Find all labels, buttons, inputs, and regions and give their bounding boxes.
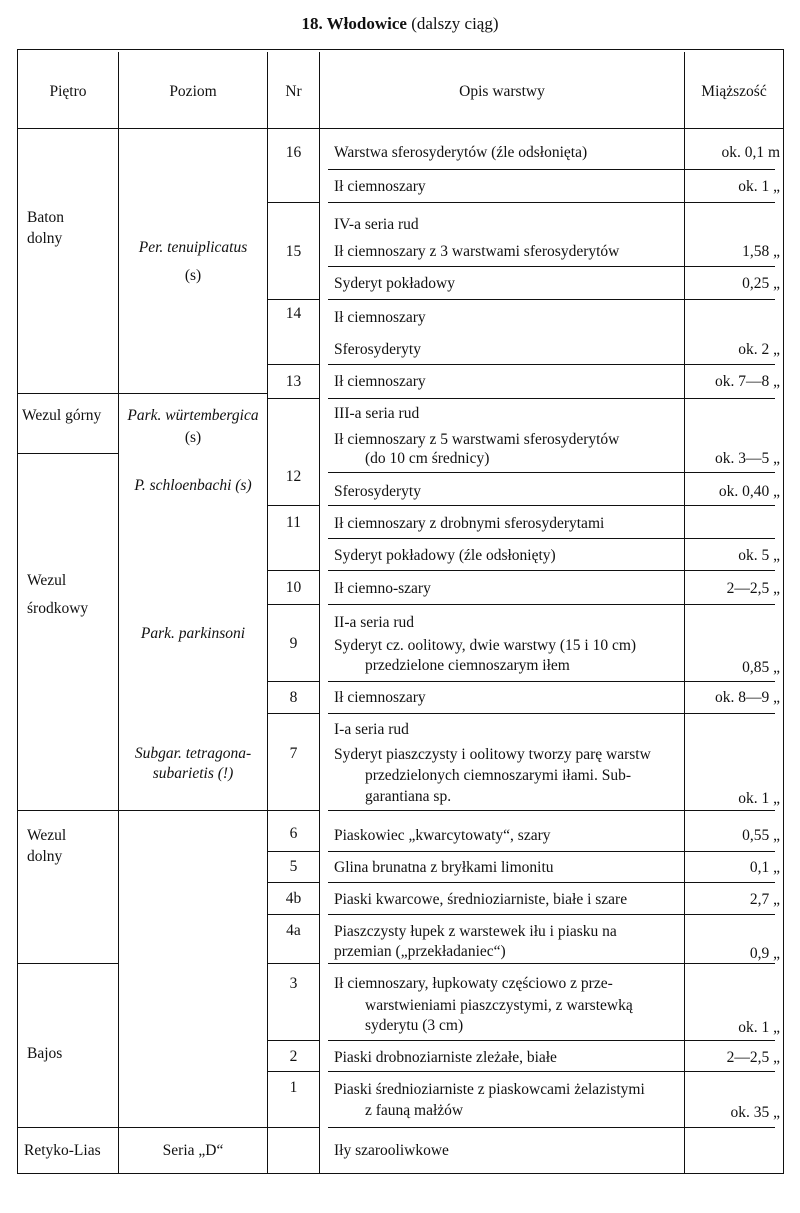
stage-label: dolny xyxy=(27,230,63,247)
nr-divider xyxy=(267,299,319,300)
row-divider xyxy=(328,169,775,170)
title-main: 18. Włodowice xyxy=(301,14,407,33)
layer-description: Glina brunatna z bryłkami limonitu xyxy=(334,859,554,876)
nr-divider xyxy=(267,1127,319,1128)
layer-description: z fauną małżów xyxy=(365,1102,464,1119)
stage-divider xyxy=(17,963,118,964)
layer-description: Piaski średnioziarniste z piaskowcami żelazistymi xyxy=(334,1081,645,1098)
layer-description: garantiana sp. xyxy=(365,788,452,805)
row-divider xyxy=(328,1127,775,1128)
nr-divider xyxy=(267,398,319,399)
layer-thickness: 2—2,5 „ xyxy=(726,580,780,597)
table-border-right xyxy=(783,49,784,1174)
nr-divider xyxy=(267,882,319,883)
layer-thickness: 0,9 „ xyxy=(749,945,780,962)
nr-divider xyxy=(267,713,319,714)
layer-number: 3 xyxy=(289,975,298,992)
layer-thickness: ok. 35 „ xyxy=(730,1104,780,1121)
layer-number: 11 xyxy=(286,514,301,531)
stage-label: Wezul xyxy=(27,827,67,844)
stage-label: Wezul xyxy=(27,572,67,589)
zone-divider xyxy=(118,1127,267,1128)
row-divider xyxy=(328,963,775,964)
title-suffix: (dalszy ciąg) xyxy=(411,14,499,33)
row-divider xyxy=(328,713,775,714)
layer-description: (do 10 cm średnicy) xyxy=(365,450,490,467)
layer-number: 7 xyxy=(289,745,298,762)
layer-description: Piaski kwarcowe, średnioziarniste, białe i szare xyxy=(334,891,628,908)
stage-label: Baton xyxy=(27,209,65,226)
layer-description: Ił ciemnoszary z drobnymi sferosyderytami xyxy=(334,515,605,532)
layer-description: Piaszczysty łupek z warstewek iłu i piasku na xyxy=(334,923,617,940)
zone-label: Park. parkinsoni xyxy=(140,625,246,642)
zone-label: (s) xyxy=(184,429,202,446)
layer-number: 12 xyxy=(285,468,302,485)
layer-thickness: 0,55 „ xyxy=(742,827,780,844)
col-divider-zone xyxy=(267,52,268,1173)
row-divider xyxy=(328,570,775,571)
layer-description: Warstwa sferosyderytów (źle odsłonięta) xyxy=(334,144,588,161)
layer-description: Syderyt pokładowy xyxy=(334,275,455,292)
layer-description: warstwieniami piaszczystymi, z warstewką xyxy=(365,997,633,1014)
layer-description: Sferosyderyty xyxy=(334,341,421,358)
row-divider xyxy=(328,1071,775,1072)
zone-label: P. schloenbachi (s) xyxy=(134,477,252,494)
layer-description: Syderyt piaszczysty i oolitowy tworzy parę warstw xyxy=(334,746,651,763)
row-divider xyxy=(328,914,775,915)
col-divider-stage xyxy=(118,52,119,1173)
stage-label: dolny xyxy=(27,848,63,865)
layer-number: 4b xyxy=(285,890,302,907)
layer-number: 1 xyxy=(289,1079,298,1096)
stage-divider xyxy=(17,393,118,394)
layer-thickness: ok. 7—8 „ xyxy=(714,373,780,390)
layer-description: Syderyt cz. oolitowy, dwie warstwy (15 i 10 cm) xyxy=(334,637,637,654)
layer-thickness: 0,85 „ xyxy=(742,659,780,676)
layer-description: Ił ciemnoszary z 3 warstwami sferosyderytów xyxy=(334,243,620,260)
stage-label: Wezul górny xyxy=(22,407,102,424)
row-divider xyxy=(328,851,775,852)
layer-description: II-a seria rud xyxy=(334,614,415,631)
layer-number: 13 xyxy=(285,373,302,390)
nr-divider xyxy=(267,914,319,915)
layer-thickness: ok. 1 „ xyxy=(738,1019,780,1036)
layer-number: 9 xyxy=(289,635,298,652)
layer-description: Piaski drobnoziarniste zleżałe, białe xyxy=(334,1049,557,1066)
layer-description: przedzielone ciemnoszarym iłem xyxy=(365,657,570,674)
row-divider xyxy=(328,1040,775,1041)
nr-divider xyxy=(267,810,319,811)
layer-number: 14 xyxy=(285,305,302,322)
layer-number: 6 xyxy=(289,825,298,842)
layer-description: przedzielonych ciemnoszarymi iłami. Sub- xyxy=(365,767,631,784)
layer-description: Ił ciemnoszary xyxy=(334,689,426,706)
layer-description: Ił ciemnoszary, łupkowaty częściowo z prze- xyxy=(334,975,613,992)
layer-number: 2 xyxy=(289,1048,298,1065)
layer-description: I-a seria rud xyxy=(334,721,409,738)
layer-description: Piaskowiec „kwarcytowaty“, szary xyxy=(334,827,551,844)
layer-description: IV-a seria rud xyxy=(334,216,419,233)
layer-thickness: ok. 2 „ xyxy=(738,341,780,358)
row-divider xyxy=(328,266,775,267)
row-divider xyxy=(328,681,775,682)
zone-label: Park. würtembergica xyxy=(127,407,259,424)
layer-number: 16 xyxy=(285,144,302,161)
nr-divider xyxy=(267,202,319,203)
table-border-bottom xyxy=(17,1173,784,1174)
zone-label: Subgar. tetragona- xyxy=(134,745,252,762)
row-divider xyxy=(328,202,775,203)
layer-description: Sferosyderyty xyxy=(334,483,421,500)
layer-description: Ił ciemno-szary xyxy=(334,580,431,597)
layer-description: Ił ciemnoszary z 5 warstwami sferosyderytów xyxy=(334,431,620,448)
nr-divider xyxy=(267,681,319,682)
nr-divider xyxy=(267,851,319,852)
row-divider xyxy=(328,604,775,605)
layer-thickness: 0,25 „ xyxy=(742,275,780,292)
layer-description: Ił ciemnoszary xyxy=(334,373,426,390)
stage-divider xyxy=(17,1127,118,1128)
stage-divider xyxy=(17,453,118,454)
layer-number: 4a xyxy=(286,922,301,939)
zone-label: Seria „D“ xyxy=(162,1142,224,1159)
col-divider-nr xyxy=(319,52,320,1173)
layer-description: Ił ciemnoszary xyxy=(334,178,426,195)
header-divider xyxy=(17,128,784,129)
zone-label: subarietis (!) xyxy=(152,765,234,782)
table-border-top xyxy=(17,49,784,50)
layer-description: Ił ciemnoszary xyxy=(334,309,426,326)
header-zone: Poziom xyxy=(169,83,217,100)
col-divider-desc xyxy=(684,52,685,1173)
nr-divider xyxy=(267,364,319,365)
layer-thickness: ok. 3—5 „ xyxy=(714,450,780,467)
layer-description: Iły szarooliwkowe xyxy=(334,1142,449,1159)
table-border-left xyxy=(17,49,18,1174)
row-divider xyxy=(328,538,775,539)
layer-thickness: ok. 1 „ xyxy=(738,178,780,195)
layer-thickness: ok. 0,1 m xyxy=(721,144,780,161)
nr-divider xyxy=(267,570,319,571)
layer-description: III-a seria rud xyxy=(334,405,420,422)
layer-thickness: ok. 1 „ xyxy=(738,790,780,807)
nr-divider xyxy=(267,1040,319,1041)
zone-label: Per. tenuiplicatus xyxy=(138,239,248,256)
header-thickness: Miąższość xyxy=(701,83,767,100)
layer-thickness: ok. 8—9 „ xyxy=(714,689,780,706)
row-divider xyxy=(328,364,775,365)
layer-thickness: 1,58 „ xyxy=(742,243,780,260)
zone-divider xyxy=(118,810,267,811)
zone-divider xyxy=(118,393,267,394)
stage-divider xyxy=(17,810,118,811)
layer-description: Syderyt pokładowy (źle odsłonięty) xyxy=(334,547,556,564)
header-stage: Piętro xyxy=(49,83,87,100)
stage-label: środkowy xyxy=(27,600,89,617)
layer-number: 10 xyxy=(285,579,302,596)
row-divider xyxy=(328,472,775,473)
header-description: Opis warstwy xyxy=(459,83,545,100)
layer-number: 5 xyxy=(289,858,298,875)
page-title xyxy=(0,14,800,34)
stage-label: Retyko-Lias xyxy=(24,1142,101,1159)
stage-label: Bajos xyxy=(27,1045,63,1062)
layer-thickness: 0,1 „ xyxy=(749,859,780,876)
nr-divider xyxy=(267,963,319,964)
layer-thickness: 2,7 „ xyxy=(749,891,780,908)
layer-description: syderytu (3 cm) xyxy=(365,1017,464,1034)
nr-divider xyxy=(267,604,319,605)
row-divider xyxy=(328,810,775,811)
row-divider xyxy=(328,299,775,300)
zone-label: (s) xyxy=(184,267,202,284)
layer-number: 15 xyxy=(285,243,302,260)
layer-thickness: ok. 5 „ xyxy=(738,547,780,564)
layer-number: 8 xyxy=(289,689,298,706)
row-divider xyxy=(328,505,775,506)
row-divider xyxy=(328,398,775,399)
layer-description: przemian („przekładaniec“) xyxy=(334,943,506,960)
layer-thickness: ok. 0,40 „ xyxy=(718,483,780,500)
header-nr: Nr xyxy=(285,83,302,100)
nr-divider xyxy=(267,1071,319,1072)
layer-thickness: 2—2,5 „ xyxy=(726,1049,780,1066)
row-divider xyxy=(328,882,775,883)
nr-divider xyxy=(267,505,319,506)
